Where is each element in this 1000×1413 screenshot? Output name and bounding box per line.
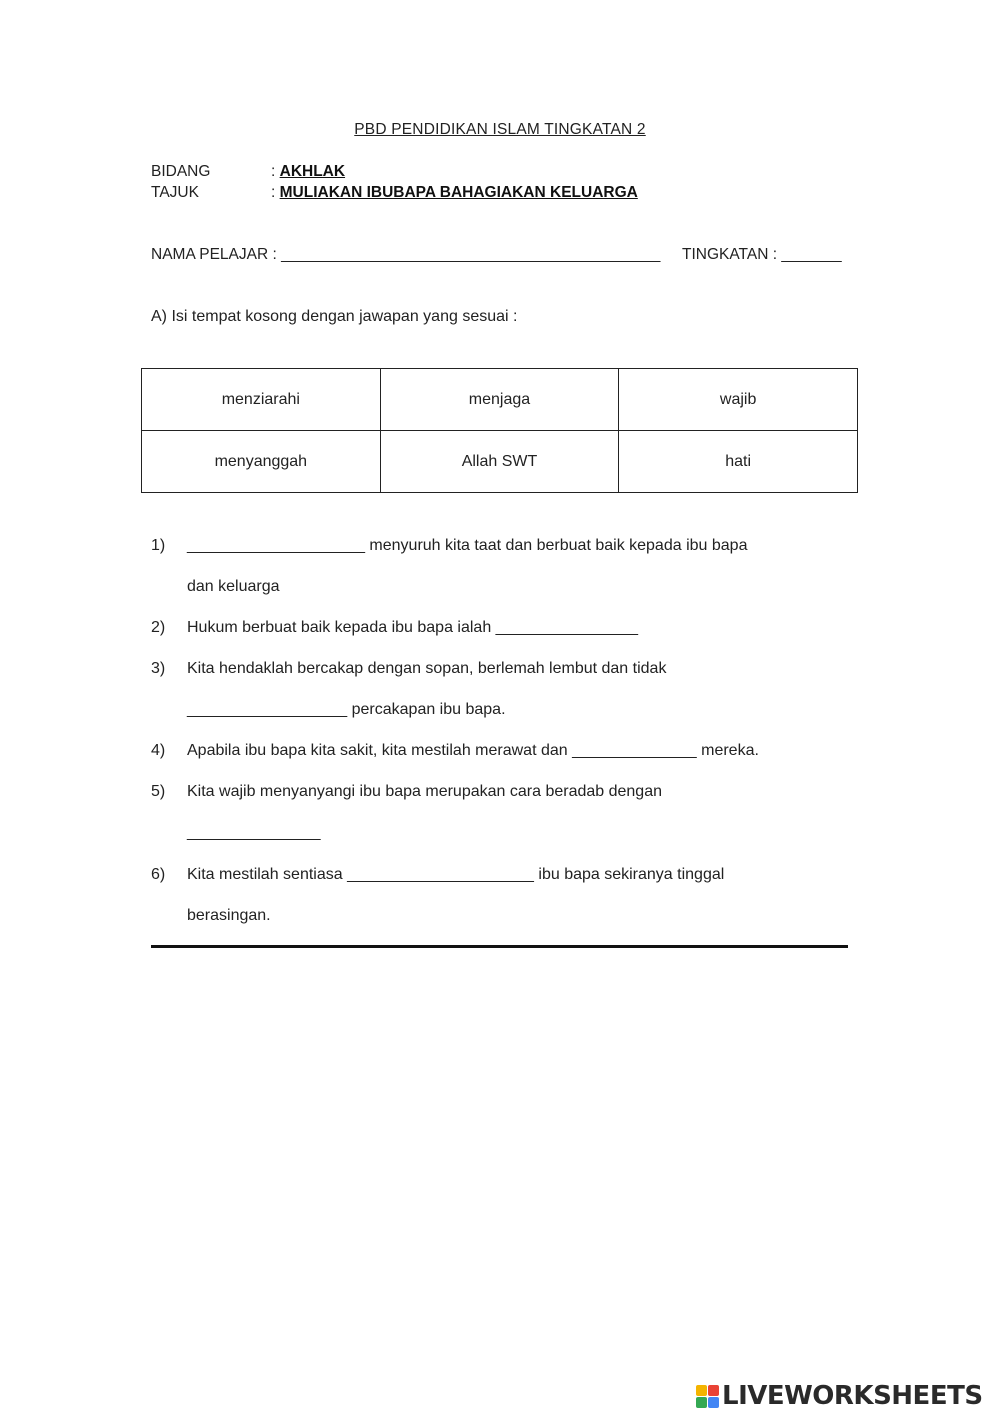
- logo-square: [708, 1397, 719, 1408]
- word-bank-row: [142, 431, 858, 493]
- word-bank-cell: hati: [619, 431, 858, 493]
- section-a-instruction: A) Isi tempat kosong dengan jawapan yang sesuai :: [151, 308, 518, 325]
- word-bank-cell: menziarahi: [142, 369, 381, 431]
- bidang-separator: :: [271, 163, 276, 180]
- bidang-row: [151, 161, 345, 183]
- question-number: 1): [151, 537, 166, 554]
- word-bank-row: [142, 369, 858, 431]
- question-text[interactable]: __________________ percakapan ibu bapa.: [187, 701, 506, 718]
- question-text[interactable]: Apabila ibu bapa kita sakit, kita mestilah merawat dan ______________ mereka.: [187, 742, 759, 759]
- page-title: PBD PENDIDIKAN ISLAM TINGKATAN 2: [354, 121, 646, 138]
- tajuk-separator: :: [271, 184, 276, 201]
- liveworksheets-logo[interactable]: [696, 1381, 983, 1411]
- question-text[interactable]: _______________: [187, 824, 321, 841]
- logo-square: [696, 1397, 707, 1408]
- student-info: [151, 244, 851, 266]
- word-bank-table: [141, 368, 858, 493]
- tajuk-label: TAJUK: [151, 184, 199, 201]
- question-text: Kita wajib menyanyangi ibu bapa merupakan cara beradab dengan: [187, 783, 662, 800]
- question-number: 3): [151, 660, 166, 677]
- bidang-label: BIDANG: [151, 163, 211, 180]
- tajuk-row: [151, 182, 638, 204]
- question-text: dan keluarga: [187, 578, 280, 595]
- question-text: Kita hendaklah bercakap dengan sopan, berlemah lembut dan tidak: [187, 660, 667, 677]
- question-text: berasingan.: [187, 907, 271, 924]
- logo-square: [708, 1385, 719, 1396]
- student-class-field[interactable]: TINGKATAN : _______: [682, 246, 842, 263]
- word-bank-cell: menjaga: [380, 369, 619, 431]
- student-name-field[interactable]: NAMA PELAJAR : ____________________________________________: [151, 246, 661, 263]
- question-number: 2): [151, 619, 166, 636]
- word-bank-cell: wajib: [619, 369, 858, 431]
- word-bank-cell: menyanggah: [142, 431, 381, 493]
- bidang-value: AKHLAK: [279, 163, 346, 180]
- question-text[interactable]: Hukum berbuat baik kepada ibu bapa ialah ________________: [187, 619, 639, 636]
- question-text[interactable]: ____________________ menyuruh kita taat dan berbuat baik kepada ibu bapa: [187, 537, 748, 554]
- liveworksheets-logo-icon: [696, 1385, 719, 1408]
- tajuk-value: MULIAKAN IBUBAPA BAHAGIAKAN KELUARGA: [279, 184, 638, 201]
- word-bank-cell: Allah SWT: [380, 431, 619, 493]
- logo-square: [696, 1385, 707, 1396]
- logo-text: LIVEWORKSHEETS: [722, 1381, 983, 1411]
- question-number: 6): [151, 866, 166, 883]
- question-number: 5): [151, 783, 166, 800]
- question-number: 4): [151, 742, 166, 759]
- question-text[interactable]: Kita mestilah sentiasa _____________________ ibu bapa sekiranya tinggal: [187, 866, 725, 883]
- section-divider: [151, 945, 848, 948]
